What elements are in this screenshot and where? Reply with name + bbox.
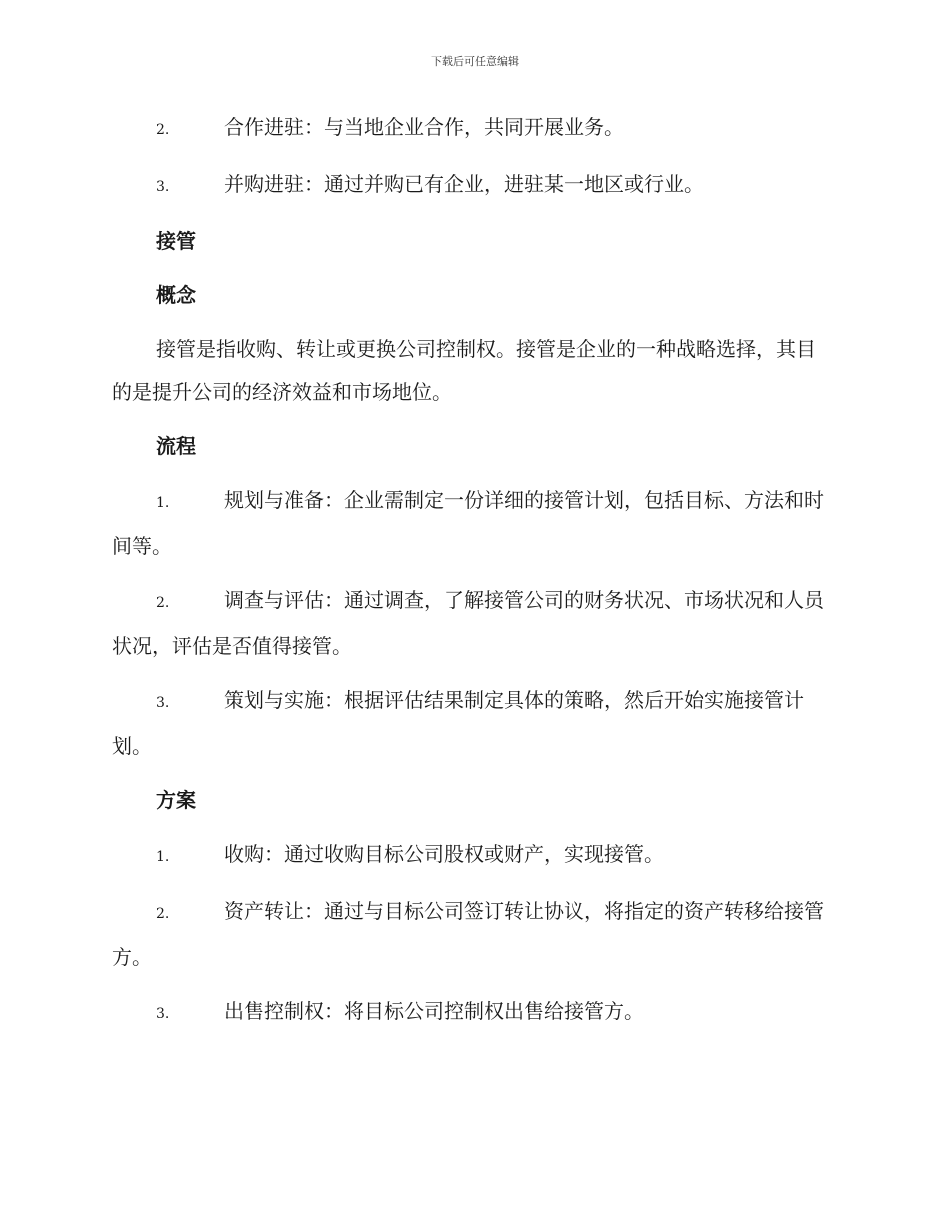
list-item — [112, 579, 834, 668]
section-title: 接管 — [156, 229, 196, 253]
list-item — [112, 479, 834, 568]
list-text: 合作进驻：与当地企业合作，共同开展业务。 — [224, 115, 624, 139]
document-body — [112, 106, 834, 1047]
list-item — [112, 163, 834, 209]
list-item — [112, 833, 834, 879]
concept-heading: 概念 — [156, 283, 196, 307]
list-text: 规划与准备：企业需制定一份详细的接管计划，包括目标、方法和时间等。 — [112, 488, 824, 558]
list-number: 3. — [156, 695, 170, 711]
list-item — [112, 679, 834, 768]
list-text: 收购：通过收购目标公司股权或财产，实现接管。 — [224, 842, 664, 866]
list-item — [112, 890, 834, 979]
plan-heading: 方案 — [156, 788, 196, 812]
list-text: 出售控制权：将目标公司控制权出售给接管方。 — [224, 999, 644, 1023]
list-number: 1. — [156, 849, 170, 865]
list-number: 2. — [156, 595, 170, 611]
list-number: 1. — [156, 495, 170, 511]
process-heading: 流程 — [156, 434, 196, 458]
list-text: 策划与实施：根据评估结果制定具体的策略，然后开始实施接管计划。 — [112, 688, 804, 758]
list-number: 3. — [156, 1006, 170, 1022]
concept-paragraph: 接管是指收购、转让或更换公司控制权。接管是企业的一种战略选择，其目的是提升公司的经济效益和市场地位。 — [112, 337, 816, 404]
page-header: 下载后可任意编辑 — [431, 55, 519, 68]
list-number: 2. — [156, 122, 170, 138]
list-text: 并购进驻：通过并购已有企业，进驻某一地区或行业。 — [224, 172, 704, 196]
list-number: 2. — [156, 906, 170, 922]
list-item — [112, 990, 834, 1036]
list-item — [112, 106, 834, 152]
list-text: 资产转让：通过与目标公司签订转让协议，将指定的资产转移给接管方。 — [112, 899, 824, 969]
list-number: 3. — [156, 179, 170, 195]
list-text: 调查与评估：通过调查，了解接管公司的财务状况、市场状况和人员状况，评估是否值得接管。 — [112, 588, 824, 658]
